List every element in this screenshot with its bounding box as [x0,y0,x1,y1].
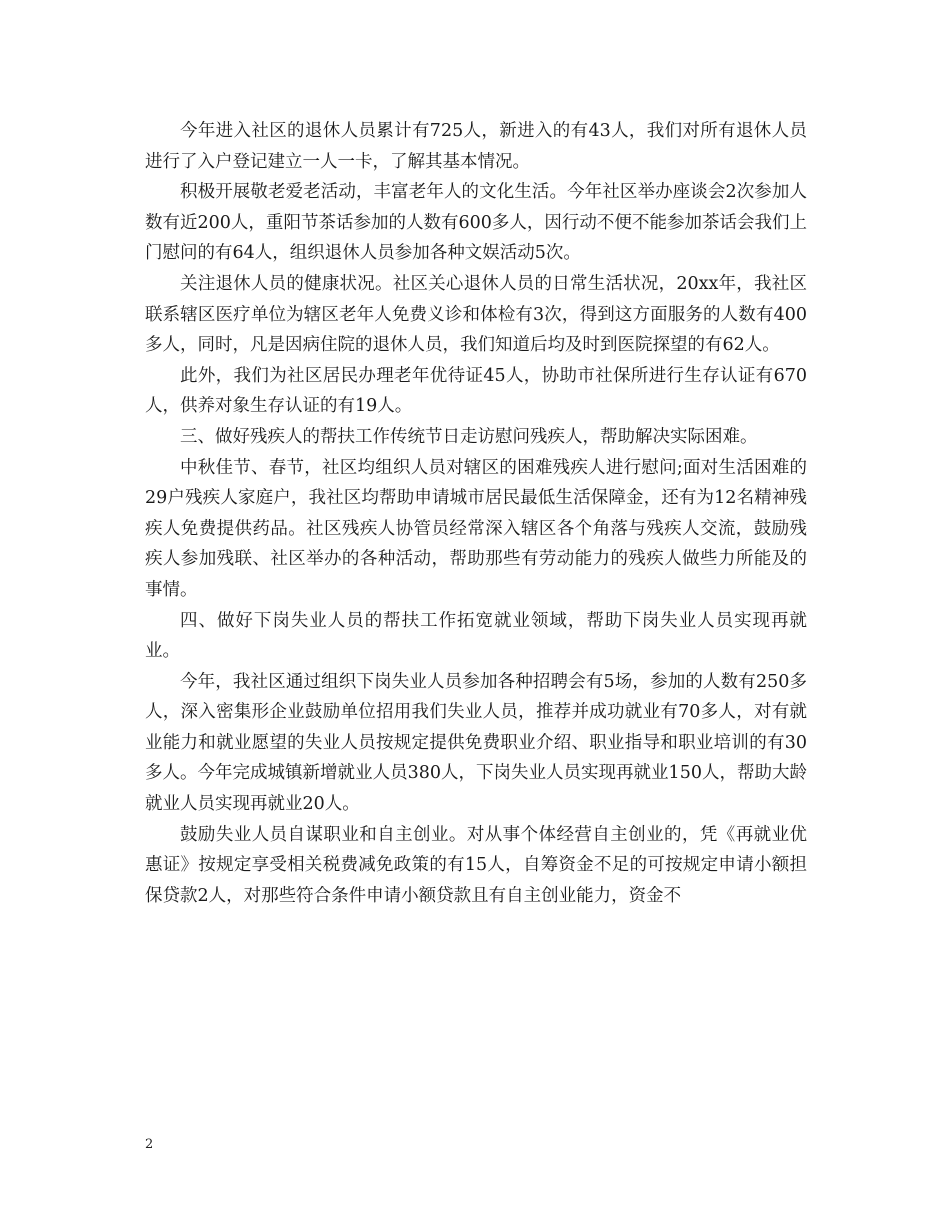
heading-reemployment: 四、做好下岗失业人员的帮扶工作拓宽就业领域，帮助下岗失业人员实现再就业。 [145,610,807,662]
document-body [145,116,807,911]
paragraph-job-fairs: 今年，我社区通过组织下岗失业人员参加各种招聘会有5场，参加的人数有250多人，深入密集形企业鼓励单位招用我们失业人员，推荐并成功就业有70多人，对有就业能力和就业愿望的失业人员按规定提供免费职业介绍、职业指导和职业培训的有30多人。今年完成城镇新增就业人员380人，下岗失业人员实现再就业150人，帮助大龄就业人员实现再就业20人。 [145,671,807,815]
paragraph-retiree-registration: 今年进入社区的退休人员累计有725人，新进入的有43人，我们对所有退休人员进行了入户登记建立一人一卡，了解其基本情况。 [145,121,807,172]
paragraph-senior-certificates: 此外，我们为社区居民办理老年优待证45人，协助市社保所进行生存认证有670人，供养对象生存认证的有19人。 [145,365,807,417]
paragraph-disabled-visits: 中秋佳节、春节，社区均组织人员对辖区的困难残疾人进行慰问;面对生活困难的29户残疾人家庭户，我社区均帮助申请城市居民最低生活保障金，还有为12名精神残疾人免费提供药品。社区残疾人协管员经常深入辖区各个角落与残疾人交流，鼓励残疾人参加残联、社区举办的各种活动，帮助那些有劳动能力的残疾人做些力所能及的事情。 [145,457,807,600]
page-number: 2 [145,1137,154,1152]
paragraph-self-employment: 鼓励失业人员自谋职业和自主创业。对从事个体经营自主创业的，凭《再就业优惠证》按规定享受相关税费减免政策的有15人，自筹资金不足的可按规定申请小额担保贷款2人，对那些符合条件申请小额贷款且有自主创业能力，资金不 [145,824,807,906]
paragraph-retiree-health: 关注退休人员的健康状况。社区关心退休人员的日常生活状况，20xx年，我社区联系辖区医疗单位为辖区老年人免费义诊和体检有3次，得到这方面服务的人数有400多人，同时，凡是因病住院的退休人员，我们知道后均及时到医院探望的有62人。 [145,273,807,356]
paragraph-elderly-activities: 积极开展敬老爱老活动，丰富老年人的文化生活。今年社区举办座谈会2次参加人数有近200人，重阳节茶话参加的人数有600多人，因行动不便不能参加茶话会我们上门慰问的有64人，组织退休人员参加各种文娱活动5次。 [145,182,807,264]
heading-disabled-assistance: 三、做好残疾人的帮扶工作传统节日走访慰问残疾人，帮助解决实际困难。 [180,426,758,447]
